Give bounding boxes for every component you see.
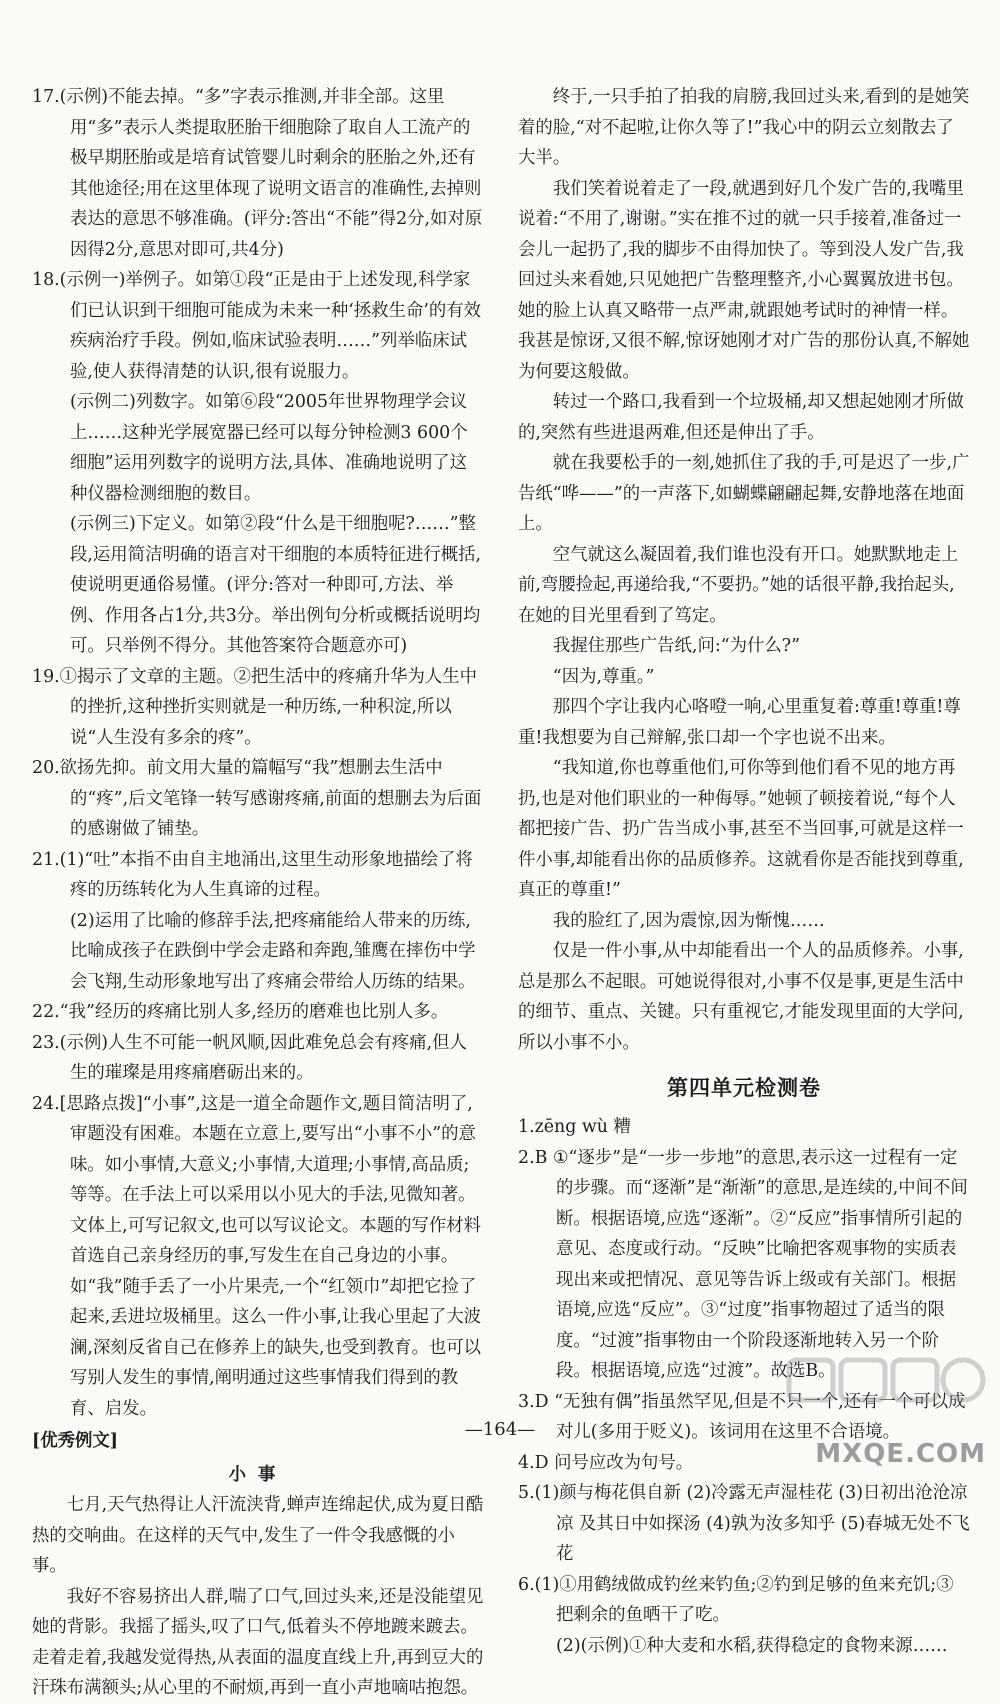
answer-21-1: 21.(1)“吐”本指不由自主地涌出,这里生动形象地描绘了将疼的历练转化为人生真谛的过程。	[32, 849, 473, 900]
essay-paragraph: 那四个字让我内心咯噔一响,心里重复着:尊重!尊重!尊重!我想要为自己辩解,张口却一个字也说不出来。	[518, 697, 961, 748]
essay-paragraph: 空气就这么凝固着,我们谁也没有开口。她默默地走上前,弯腰捡起,再递给我,“不要扔。”她的话很平静,我抬起头,在她的目光里看到了笃定。	[518, 544, 959, 626]
left-column	[32, 82, 484, 1704]
essay-title: 小事	[228, 1464, 288, 1485]
essay-paragraph: 我们笑着说着走了一段,就遇到好几个发广告的,我嘴里说着:“不用了,谢谢。”实在推不过的就一只手接着,准备过一会儿一起扔了,我的脚步不由得加快了。等到没人发广告,我回过头来看她,只见她把广告整理整齐,小心翼翼放进书包。她的脸上认真又略带一点严肃,就跟她考试时的神情一样。我甚是惊讶,又很不解,惊讶她刚才对广告的那份认真,不解她为何要这般做。	[518, 178, 970, 382]
essay-paragraph: 我握住那些广告纸,问:“为什么?”	[552, 636, 800, 656]
essay-paragraph: 我好不容易挤出人群,喘了口气,回过头来,还是没能望见她的背影。我摇了摇头,叹了口气,低着头不停地踱来踱去。走着走着,我越发觉得热,从表面的温度直线上升,再到豆大的汗珠布满额头;从心里的不耐烦,再到一直小声地嘀咕抱怨。	[32, 1586, 484, 1698]
answer-23: 23.(示例)人生不可能一帆风顺,因此难免总会有疼痛,但人生的璀璨是用疼痛磨砺出来的。	[32, 1032, 467, 1083]
watermark-logo	[785, 1354, 990, 1449]
answer-20: 20.欲扬先抑。前文用大量的篇幅写“我”想删去生活中的“疼”,后文笔锋一转写感谢疼痛,前面的想删去为后面的感谢做了铺垫。	[32, 758, 482, 839]
watermark-text: MXQE.COM	[815, 1439, 986, 1469]
unit-title: 第四单元检测卷	[667, 1075, 821, 1100]
excellent-essay-label: [优秀例文]	[32, 1431, 119, 1451]
answer-18-example-3: (示例三)下定义。如第②段“什么是干细胞呢?……”整段,运用简洁明确的语言对干细胞的本质特征进行概括,使说明更通俗易懂。(评分:答对一种即可,方法、举例、作用各占1分,共3分。举出例句分析或概括说明均可。只举例不得分。其他答案符合题意亦可)	[70, 514, 482, 656]
unit4-answer-5: 5.(1)颜与梅花俱自新 (2)冷露无声湿桂花 (3)日初出沧沧凉凉 及其日中如探汤 (4)孰为汝多知乎 (5)春城无处不飞花	[518, 1483, 970, 1564]
unit4-answer-2: 2.B ①“逐步”是“一步一步地”的意思,表示这一过程有一定的步骤。而“逐渐”是“渐渐”的意思,是连续的,中间不间断。根据语境,应选“逐渐”。②“反应”指事情所引起的意见、态度或行动。“反映”比喻把客观事物的实质表现出来或把情况、意见等告诉上级或有关部门。根据语境,应选“反应”。③“过度”指事物超过了适当的限度。“过渡”指事物由一个阶段逐渐地转入另一个阶段。根据语境,应选“过渡”。故选B。	[518, 1147, 968, 1381]
unit4-answer-1: 1.zēng wù 糟	[518, 1117, 631, 1137]
unit4-answer-6-1: 6.(1)①用鹤绒做成钓丝来钓鱼;②钓到足够的鱼来充饥;③把剩余的鱼晒干了吃。	[518, 1574, 954, 1625]
unit4-answer-3: 3.D “无独有偶”指虽然罕见,但是不只一个,还有一个可以成对儿(多用于贬义)。该词用在这里不合语境。	[518, 1391, 966, 1442]
essay-paragraph: 我的脸红了,因为震惊,因为惭愧……	[552, 910, 825, 931]
answer-22: 22.“我”经历的疼痛比别人多,经历的磨难也比别人多。	[32, 1002, 449, 1022]
answer-17: 17.(示例)不能去掉。“多”字表示推测,并非全部。这里用“多”表示人类提取胚胎干细胞除了取自人工流产的极早期胚胎或是培育试管婴儿时剩余的胚胎之外,还有其他途径;用在这里体现了说明文语言的准确性,去掉则表达的意思不够准确。(评分:答出“不能”得2分,如对原因得2分,意思对即可,共4分)	[32, 87, 483, 260]
answer-21-2: (2)运用了比喻的修辞手法,把疼痛能给人带来的历练,比喻成孩子在跌倒中学会走路和奔跑,雏鹰在摔伤中学会飞翔,生动形象地写出了疼痛会带给人历练的结果。	[70, 910, 476, 992]
essay-paragraph: 终于,一只手拍了拍我的肩膀,我回过头来,看到的是她笑着的脸,“对不起啦,让你久等了!”我心中的阴云立刻散去了大半。	[518, 87, 970, 168]
essay-paragraph: 转过一个路口,我看到一个垃圾桶,却又想起她刚才所做的,突然有些进退两难,但还是伸出了手。	[518, 392, 964, 443]
answer-24-guidance: 24.[思路点拨]“小事”,这是一道全命题作文,题目简洁明了,审题没有困难。本题在立意上,要写出“小事不小”的意味。如小事情,大意义;小事情,大道理;小事情,高品质;等等。在手法上可以采用以小见大的手法,见微知著。文体上,可写记叙文,也可以写议论文。本题的写作材料首选自己亲身经历的事,写发生在自己身边的小事。如“我”随手丢了一小片果壳,一个“红领巾”却把它捡了起来,丢进垃圾桶里。这么一件小事,让我心里起了大波澜,深刻反省自己在修养上的缺失,也受到教育。也可以写别人发生的事情,阐明通过这些事情我们得到的教育、启发。	[32, 1093, 482, 1419]
unit4-answer-4: 4.D 问号应改为句号。	[518, 1452, 694, 1473]
page-number: —164—	[464, 1419, 536, 1440]
essay-paragraph: 七月,天气热得让人汗流浃背,蝉声连绵起伏,成为夏日酷热的交响曲。在这样的天气中,发生了一件令我感慨的小事。	[32, 1495, 484, 1576]
essay-paragraph: “我知道,你也尊重他们,可你等到他们看不见的地方再扔,也是对他们职业的一种侮辱。”她顿了顿接着说,“每个人都把接广告、扔广告当成小事,甚至不当回事,可就是这样一件小事,却能看出你的品质修养。这就看你是否能找到尊重,真正的尊重!”	[518, 758, 964, 900]
unit4-answer-6-2: (2)(示例)①种大麦和水稻,获得稳定的食物来源……	[556, 1635, 948, 1656]
answer-19: 19.①揭示了文章的主题。②把生活中的疼痛升华为人生中的挫折,这种挫折实则就是一种历练,一种积淀,所以说“人生没有多余的疼”。	[32, 666, 478, 748]
essay-paragraph: 就在我要松手的一刻,她抓住了我的手,可是迟了一步,广告纸“哗——”的一声落下,如蝴蝶翩翩起舞,安静地落在地面上。	[518, 453, 970, 534]
answer-18-example-1: 18.(示例一)举例子。如第①段“正是由于上述发现,科学家们已认识到干细胞可能成为未来一种‘拯救生命’的有效疾病治疗手段。例如,临床试验表明……”列举临床试验,使人获得清楚的认识,很有说服力。	[32, 270, 482, 382]
essay-paragraph: 仅是一件小事,从中却能看出一个人的品质修养。小事,总是那么不起眼。可她说得很对,小事不仅是事,更是生活中的细节、重点、关键。只有重视它,才能发现里面的大学问,所以小事不小。	[518, 941, 964, 1053]
essay-paragraph: “因为,尊重。”	[552, 666, 655, 687]
answer-18-example-2: (示例二)列数字。如第⑥段“2005年世界物理学会议上……这种光学展宽器已经可以每分钟检测3 600个细胞”运用列数字的说明方法,具体、准确地说明了这种仪器检测细胞的数目。	[70, 392, 468, 504]
